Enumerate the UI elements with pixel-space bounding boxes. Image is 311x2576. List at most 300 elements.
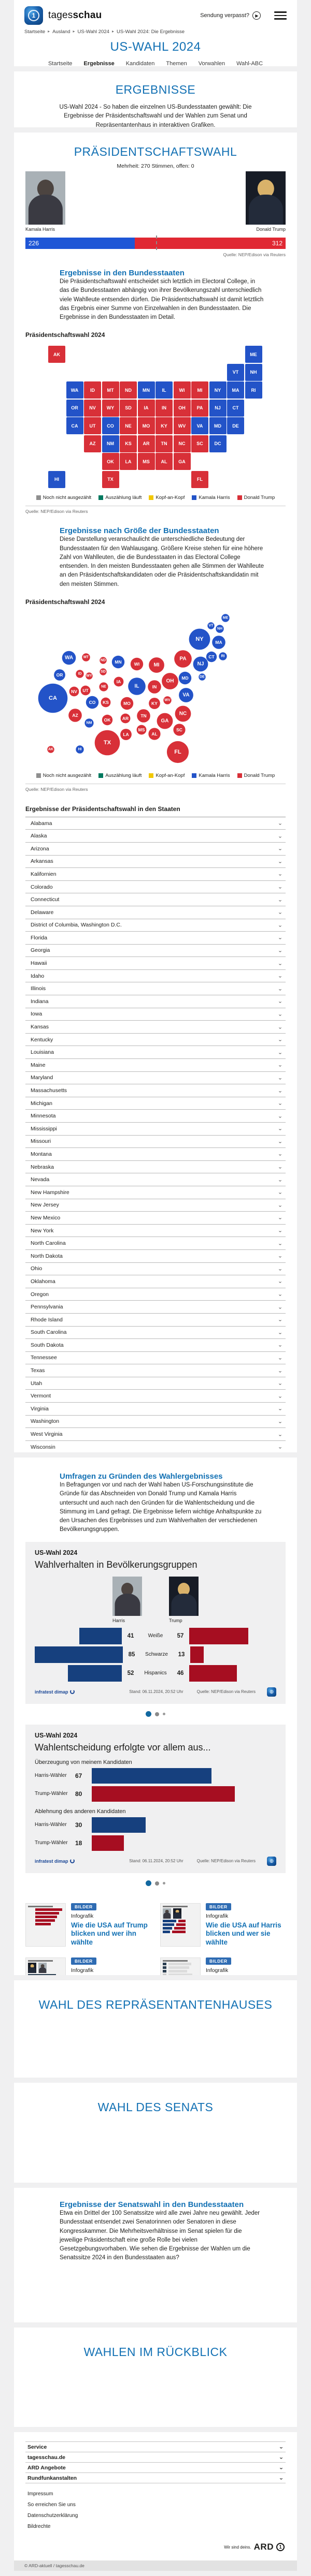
- map-state-MO[interactable]: MO: [138, 417, 155, 434]
- state-accordion-row[interactable]: Mississippi ⌄: [25, 1123, 286, 1136]
- footer-link[interactable]: Datenschutzerklärung: [27, 2513, 78, 2519]
- footer-link[interactable]: Impressum: [27, 2491, 53, 2497]
- svg-text:ME: ME: [222, 616, 229, 620]
- footer-accordion: [25, 2441, 286, 2483]
- map-state-OR[interactable]: OR: [66, 400, 83, 417]
- state-accordion-row[interactable]: Michigan ⌄: [25, 1097, 286, 1110]
- source-note: Quelle: NEP/Edison via Reuters: [223, 252, 286, 257]
- bubble-state-OR[interactable]: [54, 669, 65, 681]
- tab-vorwahlen[interactable]: Vorwahlen: [198, 61, 225, 66]
- chevron-down-icon: ⌄: [277, 1050, 282, 1055]
- map-state-MD[interactable]: MD: [209, 417, 227, 434]
- bubble-state-CA[interactable]: [38, 683, 68, 713]
- legend-item: Kopf-an-Kopf: [149, 773, 185, 778]
- svg-text:OR: OR: [56, 672, 63, 678]
- bubble-state-NM[interactable]: [84, 718, 93, 727]
- footer-accordion-row[interactable]: Service ⌄: [25, 2441, 286, 2452]
- entscheidung-row: Trump-Wähler 80: [35, 1786, 276, 1802]
- map-state-OK[interactable]: OK: [102, 453, 119, 470]
- breadcrumb-link[interactable]: US-Wahl 2024: Die Ergebnisse: [116, 29, 185, 35]
- section-ergebnisse: [14, 71, 297, 127]
- state-accordion-row[interactable]: Ohio ⌄: [25, 1263, 286, 1276]
- chevron-down-icon: ⌄: [277, 961, 282, 966]
- legend-swatch: [237, 773, 242, 778]
- bubble-state-WA[interactable]: [62, 651, 76, 665]
- bubble-state-WI[interactable]: [131, 658, 143, 670]
- bubble-state-MN[interactable]: [112, 656, 124, 668]
- state-accordion-row[interactable]: Louisiana ⌄: [25, 1046, 286, 1059]
- menu-icon[interactable]: [274, 11, 287, 20]
- map-state-GA[interactable]: GA: [174, 453, 191, 470]
- svg-text:KS: KS: [103, 699, 109, 705]
- map-state-VA[interactable]: VA: [191, 417, 208, 434]
- bubble-state-WY[interactable]: [86, 672, 92, 679]
- state-accordion-row[interactable]: Alaska ⌄: [25, 830, 286, 843]
- section-senatswahl: [14, 2188, 297, 2322]
- sendung-verpasst-link[interactable]: Sendung verpasst? ▶: [200, 11, 261, 20]
- map-state-LA[interactable]: LA: [120, 453, 137, 470]
- state-accordion-row[interactable]: Alabama ⌄: [25, 817, 286, 830]
- bubble-state-MA[interactable]: [212, 636, 225, 649]
- bubble-state-PA[interactable]: [174, 650, 192, 668]
- carousel-dot-2[interactable]: [155, 1881, 159, 1886]
- svg-text:HI: HI: [78, 747, 82, 752]
- map-state-CT[interactable]: CT: [227, 400, 244, 417]
- map-state-MS[interactable]: MS: [138, 453, 155, 470]
- bubble-state-NE[interactable]: [99, 682, 108, 691]
- svg-text:NH: NH: [217, 627, 223, 631]
- bubble-state-IL[interactable]: [128, 678, 146, 695]
- map-state-WY[interactable]: WY: [102, 400, 119, 417]
- map-state-ND[interactable]: ND: [120, 381, 137, 399]
- map-state-WA[interactable]: WA: [66, 381, 83, 399]
- map-state-CA[interactable]: CA: [66, 417, 83, 434]
- chevron-down-icon: ⌄: [277, 885, 282, 890]
- map-state-NC[interactable]: NC: [174, 435, 191, 452]
- chevron-down-icon: ⌄: [277, 1024, 282, 1030]
- harris-bar: 226: [25, 238, 135, 249]
- svg-text:KY: KY: [151, 700, 158, 706]
- bubble-state-NC[interactable]: [175, 705, 191, 722]
- state-accordion-row[interactable]: New York ⌄: [25, 1225, 286, 1238]
- state-accordion-row[interactable]: Idaho ⌄: [25, 970, 286, 983]
- tagesschau-logo[interactable]: [24, 6, 43, 25]
- state-accordion-row[interactable]: Nevada ⌄: [25, 1173, 286, 1186]
- chevron-down-icon: ⌄: [277, 1266, 282, 1272]
- senatswahl-heading: Ergebnisse der Senatswahl in den Bundesstaaten: [60, 2200, 244, 2209]
- map-state-NV[interactable]: NV: [84, 400, 101, 417]
- umfragen-heading: Umfragen zu Gründen des Wahlergebnisses: [60, 1472, 223, 1481]
- svg-text:TX: TX: [103, 739, 111, 746]
- state-accordion-row[interactable]: New Jersey ⌄: [25, 1199, 286, 1212]
- chevron-down-icon: ⌄: [277, 897, 282, 903]
- bubble-state-ID[interactable]: [76, 670, 83, 678]
- majority-line: Mehrheit: 270 Stimmen, offen: 0: [117, 163, 194, 169]
- bubble-state-CT[interactable]: [206, 652, 217, 662]
- bubble-state-NH[interactable]: [216, 625, 223, 632]
- svg-text:MA: MA: [215, 639, 222, 645]
- map-state-UT[interactable]: UT: [84, 417, 101, 434]
- trump-name: Donald Trump: [256, 227, 286, 232]
- state-accordion-row[interactable]: Iowa ⌄: [25, 1008, 286, 1021]
- demografie-row: 85 Schwarze 13: [35, 1646, 276, 1664]
- map-state-HI[interactable]: HI: [48, 471, 65, 488]
- bilder-badge: BILDER: [71, 1903, 96, 1910]
- carousel-dot-3[interactable]: [163, 1713, 165, 1715]
- svg-text:MI: MI: [153, 662, 160, 668]
- map-state-IA[interactable]: IA: [138, 400, 155, 417]
- map-state-ID[interactable]: ID: [84, 381, 101, 399]
- map-state-NJ[interactable]: NJ: [209, 400, 227, 417]
- legend-item: Kamala Harris: [192, 495, 230, 501]
- bubble-map-legend: [14, 773, 297, 778]
- bubble-state-GA[interactable]: [157, 713, 173, 729]
- chevron-down-icon: ⌄: [277, 1241, 282, 1246]
- bubble-state-AL[interactable]: [148, 728, 160, 740]
- map-state-NY[interactable]: NY: [209, 381, 227, 399]
- teaser-item[interactable]: [160, 1903, 286, 1948]
- svg-text:GA: GA: [161, 718, 169, 724]
- svg-text:AK: AK: [48, 747, 54, 752]
- bubble-state-NV[interactable]: [69, 686, 79, 696]
- breadcrumb-link[interactable]: US-Wahl 2024: [77, 29, 109, 35]
- source-note: Quelle: NEP/Edison via Reuters: [196, 1859, 256, 1863]
- state-accordion-row[interactable]: Tennessee ⌄: [25, 1352, 286, 1365]
- ard-logo: [224, 2542, 285, 2552]
- demografie-row: 52 Hispanics 46: [35, 1665, 276, 1682]
- candidates-block: [25, 171, 286, 237]
- map-state-AZ[interactable]: AZ: [84, 435, 101, 452]
- trump-photo: [169, 1577, 199, 1616]
- map-state-MA[interactable]: MA: [227, 381, 244, 399]
- bubble-state-OK[interactable]: [102, 715, 112, 725]
- svg-text:NY: NY: [195, 636, 204, 642]
- map-state-VT[interactable]: VT: [227, 364, 244, 381]
- footer-accordion-row[interactable]: ARD Angebote ⌄: [25, 2462, 286, 2472]
- bubble-state-MT[interactable]: [82, 653, 90, 661]
- bubble-state-MS[interactable]: [137, 725, 147, 734]
- chevron-down-icon: ⌄: [277, 1076, 282, 1081]
- state-accordion-row[interactable]: North Dakota ⌄: [25, 1250, 286, 1263]
- chart-footer: [35, 1857, 276, 1866]
- state-accordion-row[interactable]: Pennsylvania ⌄: [25, 1301, 286, 1314]
- chart-kicker: US-Wahl 2024: [35, 1731, 78, 1739]
- footer-link[interactable]: Bildrechte: [27, 2524, 51, 2529]
- chevron-down-icon: ⌄: [277, 1432, 282, 1437]
- chart-title: Wahlverhalten in Bevölkerungsgruppen: [35, 1559, 197, 1570]
- trump-label: Trump: [169, 1617, 182, 1623]
- chart-title: Wahlentscheidung erfolgte vor allem aus...: [35, 1742, 211, 1753]
- chevron-down-icon: ⌄: [277, 1254, 282, 1259]
- map-state-TX[interactable]: TX: [102, 471, 119, 488]
- state-accordion-row[interactable]: Massachusetts ⌄: [25, 1084, 286, 1097]
- bubble-state-AR[interactable]: [121, 713, 131, 723]
- map-state-NH[interactable]: NH: [245, 364, 262, 381]
- svg-text:WI: WI: [134, 661, 140, 667]
- bubble-state-AK[interactable]: [47, 746, 54, 753]
- bubble-state-HI[interactable]: [76, 745, 83, 753]
- chevron-down-icon: ⌄: [277, 1215, 282, 1221]
- state-accordion-row[interactable]: South Dakota ⌄: [25, 1339, 286, 1352]
- footer-link[interactable]: So erreichen Sie uns: [27, 2502, 76, 2508]
- chevron-down-icon: ⌄: [277, 1165, 282, 1170]
- chevron-down-icon: ⌄: [277, 999, 282, 1005]
- map-state-CO[interactable]: CO: [102, 417, 119, 434]
- chart-card-wahlentscheidung: [25, 1725, 286, 1873]
- ard-app-icon: ◍: [267, 1687, 276, 1697]
- tab-kandidaten[interactable]: Kandidaten: [125, 61, 155, 66]
- svg-text:CT: CT: [208, 654, 215, 659]
- us-bubble-map[interactable]: [36, 611, 275, 769]
- footer-accordion-row[interactable]: Rundfunkanstalten ⌄: [25, 2472, 286, 2483]
- chevron-down-icon: ⌄: [277, 1152, 282, 1157]
- bubble-state-RI[interactable]: [219, 652, 227, 660]
- state-accordion-row[interactable]: North Carolina ⌄: [25, 1237, 286, 1250]
- chevron-down-icon: ⌄: [277, 1190, 282, 1195]
- state-accordion-row[interactable]: Connecticut ⌄: [25, 893, 286, 906]
- svg-text:MS: MS: [138, 727, 145, 732]
- chart-card-demografie: [25, 1542, 286, 1704]
- svg-text:RI: RI: [221, 654, 225, 658]
- harris-name: Kamala Harris: [25, 227, 55, 232]
- state-accordion-row[interactable]: New Hampshire ⌄: [25, 1186, 286, 1199]
- map-state-TN[interactable]: TN: [156, 435, 173, 452]
- legend-item: Auszählung läuft: [98, 495, 142, 501]
- chevron-down-icon: ⌄: [278, 2476, 284, 2481]
- carousel-dot-1[interactable]: [146, 1711, 151, 1717]
- state-accordion-row[interactable]: Illinois ⌄: [25, 982, 286, 995]
- chevron-down-icon: ⌄: [277, 821, 282, 826]
- svg-text:NC: NC: [179, 711, 187, 717]
- state-accordion-row[interactable]: District of Columbia, Washington D.C. ⌄: [25, 919, 286, 932]
- bubble-state-MI[interactable]: [149, 657, 164, 673]
- bubble-state-NJ[interactable]: [193, 656, 208, 671]
- map-state-SC[interactable]: SC: [191, 435, 208, 452]
- infratest-dimap-logo: infratest dimap: [35, 1859, 75, 1864]
- bilder-badge: BILDER: [71, 1957, 96, 1965]
- state-accordion-row[interactable]: Vermont ⌄: [25, 1390, 286, 1403]
- map-state-IL[interactable]: IL: [156, 381, 173, 399]
- state-accordion-row[interactable]: Minnesota ⌄: [25, 1110, 286, 1123]
- carousel-dot-3[interactable]: [163, 1882, 165, 1885]
- bubble-state-NY[interactable]: [189, 628, 210, 650]
- bubble-state-OH[interactable]: [162, 673, 178, 689]
- ard-wordmark: ARD: [253, 2542, 274, 2552]
- state-accordion-row[interactable]: Wisconsin ⌄: [25, 1441, 286, 1452]
- section-heading: WAHL DES REPRÄSENTANTENHAUSES: [38, 1998, 273, 2011]
- chevron-down-icon: ⌄: [277, 1279, 282, 1285]
- tab-themen[interactable]: Themen: [166, 61, 187, 66]
- section-repraesentantenhaus: [14, 1980, 297, 2078]
- state-accordion-row[interactable]: Washington ⌄: [25, 1416, 286, 1429]
- map-state-WI[interactable]: WI: [174, 381, 191, 399]
- tab-startseite[interactable]: Startseite: [48, 61, 73, 66]
- state-accordion-row[interactable]: Hawaii ⌄: [25, 957, 286, 970]
- site-header: [14, 0, 297, 66]
- chevron-down-icon: ⌄: [277, 948, 282, 953]
- svg-text:MT: MT: [83, 655, 89, 659]
- bubble-state-FL[interactable]: [167, 741, 189, 763]
- map-state-ME[interactable]: ME: [245, 346, 262, 363]
- bubble-state-MO[interactable]: [121, 697, 133, 710]
- map-state-OH[interactable]: OH: [174, 400, 191, 417]
- bubble-state-ME[interactable]: [221, 614, 229, 622]
- map-state-MI[interactable]: MI: [191, 381, 208, 399]
- bubble-state-AZ[interactable]: [68, 709, 82, 722]
- play-icon: ▶: [252, 11, 261, 20]
- copyright-bar: © ARD-aktuell / tagesschau.de: [14, 2560, 297, 2571]
- svg-text:VA: VA: [182, 692, 190, 698]
- bubble-state-SD[interactable]: [100, 668, 106, 675]
- bubble-state-IA[interactable]: [114, 676, 124, 686]
- bubble-state-UT[interactable]: [81, 685, 91, 695]
- chevron-down-icon: ⌄: [277, 986, 282, 992]
- bubble-state-TX[interactable]: [95, 730, 120, 755]
- legend-item: Donald Trump: [237, 773, 275, 778]
- state-accordion-row[interactable]: Arkansas ⌄: [25, 856, 286, 869]
- bubble-state-TN[interactable]: [137, 709, 150, 723]
- chevron-down-icon: ⌄: [277, 1393, 282, 1399]
- tab-ergebnisse[interactable]: Ergebnisse: [83, 61, 114, 66]
- map-state-AL[interactable]: AL: [156, 453, 173, 470]
- bubble-state-LA[interactable]: [120, 729, 132, 740]
- svg-text:NV: NV: [71, 688, 77, 694]
- chevron-down-icon: ⌄: [277, 1304, 282, 1310]
- map-state-NE[interactable]: NE: [120, 417, 137, 434]
- globe-icon: 1: [28, 10, 39, 21]
- state-accordion-row[interactable]: Montana ⌄: [25, 1148, 286, 1161]
- state-accordion-row[interactable]: Colorado ⌄: [25, 881, 286, 894]
- tab-wahl-abc[interactable]: Wahl-ABC: [236, 61, 263, 66]
- map-state-MT[interactable]: MT: [102, 381, 119, 399]
- bubble-state-VA[interactable]: [179, 688, 193, 702]
- state-accordion-row[interactable]: Kentucky ⌄: [25, 1034, 286, 1047]
- demografie-chart: [35, 1627, 276, 1682]
- state-accordion-row[interactable]: Nebraska ⌄: [25, 1161, 286, 1174]
- state-accordion-row[interactable]: Oregon ⌄: [25, 1288, 286, 1301]
- map-state-DE[interactable]: DE: [227, 417, 244, 434]
- map-state-SD[interactable]: SD: [120, 400, 137, 417]
- state-accordion-row[interactable]: South Carolina ⌄: [25, 1327, 286, 1339]
- map-state-AR[interactable]: AR: [138, 435, 155, 452]
- map-state-AK[interactable]: AK: [48, 346, 65, 363]
- teaser-item[interactable]: [25, 1903, 151, 1948]
- legend-swatch: [192, 773, 196, 778]
- map-state-KY[interactable]: KY: [156, 417, 173, 434]
- svg-text:MN: MN: [115, 659, 122, 665]
- bubble-state-IN[interactable]: [148, 680, 161, 694]
- chevron-down-icon: ⌄: [277, 974, 282, 979]
- state-accordion-row[interactable]: Indiana ⌄: [25, 995, 286, 1008]
- state-accordion-row[interactable]: Oklahoma ⌄: [25, 1275, 286, 1288]
- teaser-kicker: Infografik: [71, 1967, 94, 1974]
- svg-text:CA: CA: [49, 695, 57, 701]
- state-accordion-row[interactable]: Maine ⌄: [25, 1059, 286, 1072]
- state-accordion-row[interactable]: Kalifornien ⌄: [25, 868, 286, 881]
- legend-swatch: [149, 773, 153, 778]
- map-state-FL[interactable]: FL: [191, 471, 208, 488]
- svg-text:WA: WA: [64, 655, 74, 661]
- state-accordion-row[interactable]: Maryland ⌄: [25, 1072, 286, 1085]
- chevron-down-icon: ⌄: [277, 1406, 282, 1412]
- breadcrumb-link[interactable]: Startseite: [24, 29, 46, 35]
- carousel-dot-2[interactable]: [155, 1712, 159, 1716]
- carousel-dots: [14, 1873, 297, 1894]
- teaser-item[interactable]: [160, 1957, 286, 1975]
- bubble-state-KS[interactable]: [101, 697, 111, 707]
- bubble-state-KY[interactable]: [149, 698, 160, 709]
- breadcrumb: Startseite ▸ Ausland ▸ US-Wahl 2024 ▸ US-Wahl 2024: Die Ergebnisse: [24, 29, 185, 35]
- dimap-circle-icon: [70, 1859, 75, 1863]
- teaser-title[interactable]: Wie die USA auf Harris blicken und wer sie wählte: [206, 1921, 281, 1947]
- bubble-state-VT[interactable]: [207, 622, 214, 629]
- teaser-item[interactable]: [25, 1957, 151, 1975]
- group-label: Ablehnung des anderen Kandidaten: [35, 1808, 126, 1815]
- svg-text:IL: IL: [134, 683, 139, 689]
- map-state-MN[interactable]: MN: [138, 381, 155, 399]
- map-state-IN[interactable]: IN: [156, 400, 173, 417]
- teaser-grid: [25, 1903, 286, 1976]
- bubble-state-WV[interactable]: [163, 696, 171, 704]
- state-accordion-row[interactable]: Utah ⌄: [25, 1377, 286, 1390]
- bubble-state-ND[interactable]: [100, 657, 106, 664]
- map-state-RI[interactable]: RI: [245, 381, 262, 399]
- bubble-state-MD[interactable]: [179, 672, 191, 684]
- breadcrumb-link[interactable]: Ausland: [52, 29, 70, 35]
- state-accordion-row[interactable]: West Virginia ⌄: [25, 1428, 286, 1441]
- map-state-PA[interactable]: PA: [191, 400, 208, 417]
- state-accordion-row[interactable]: Arizona ⌄: [25, 843, 286, 856]
- bubble-state-CO[interactable]: [86, 696, 98, 709]
- chevron-down-icon: ⌄: [277, 1101, 282, 1106]
- state-accordion-row[interactable]: Kansas ⌄: [25, 1021, 286, 1034]
- state-accordion-row[interactable]: Texas ⌄: [25, 1364, 286, 1377]
- bubble-state-DE[interactable]: [199, 673, 205, 680]
- svg-text:ND: ND: [100, 658, 106, 663]
- map-state-KS[interactable]: KS: [120, 435, 137, 452]
- chevron-down-icon: ⌄: [277, 1113, 282, 1119]
- svg-text:ID: ID: [78, 672, 82, 676]
- map-state-DC[interactable]: DC: [209, 435, 227, 452]
- state-accordion-row[interactable]: Virginia ⌄: [25, 1403, 286, 1416]
- ard-one-icon: 1: [276, 2543, 285, 2551]
- teaser-title[interactable]: Wie die USA auf Trump blicken und wer ihn wählte: [71, 1921, 148, 1947]
- map-state-NM[interactable]: NM: [102, 435, 119, 452]
- bubble-state-SC[interactable]: [173, 724, 185, 735]
- group-label: Überzeugung von meinem Kandidaten: [35, 1759, 132, 1765]
- state-accordion-row[interactable]: Rhode Island ⌄: [25, 1314, 286, 1327]
- state-accordion-row[interactable]: New Mexico ⌄: [25, 1212, 286, 1225]
- electoral-bar: [25, 238, 286, 249]
- map-state-WV[interactable]: WV: [174, 417, 191, 434]
- legend-item: Noch nicht ausgezählt: [36, 773, 91, 778]
- state-accordion-row[interactable]: Delaware ⌄: [25, 906, 286, 919]
- chevron-down-icon: ⌄: [277, 1139, 282, 1144]
- state-accordion-row[interactable]: Florida ⌄: [25, 932, 286, 945]
- state-accordion-row[interactable]: Georgia ⌄: [25, 945, 286, 958]
- state-accordion-row[interactable]: Missouri ⌄: [25, 1136, 286, 1149]
- chevron-down-icon: ⌄: [277, 1445, 282, 1450]
- footer-accordion-row[interactable]: tagesschau.de ⌄: [25, 2452, 286, 2462]
- section-heading: WAHLEN IM RÜCKBLICK: [83, 2345, 228, 2359]
- chevron-down-icon: ⌄: [277, 1368, 282, 1374]
- entscheidung-row: Harris-Wähler 67: [35, 1768, 276, 1784]
- us-choropleth-map[interactable]: [48, 346, 263, 491]
- carousel-dot-1[interactable]: [146, 1880, 151, 1886]
- svg-text:NJ: NJ: [197, 661, 204, 667]
- teaser-kicker: Infografik: [71, 1912, 94, 1919]
- legend-item: Donald Trump: [237, 495, 275, 501]
